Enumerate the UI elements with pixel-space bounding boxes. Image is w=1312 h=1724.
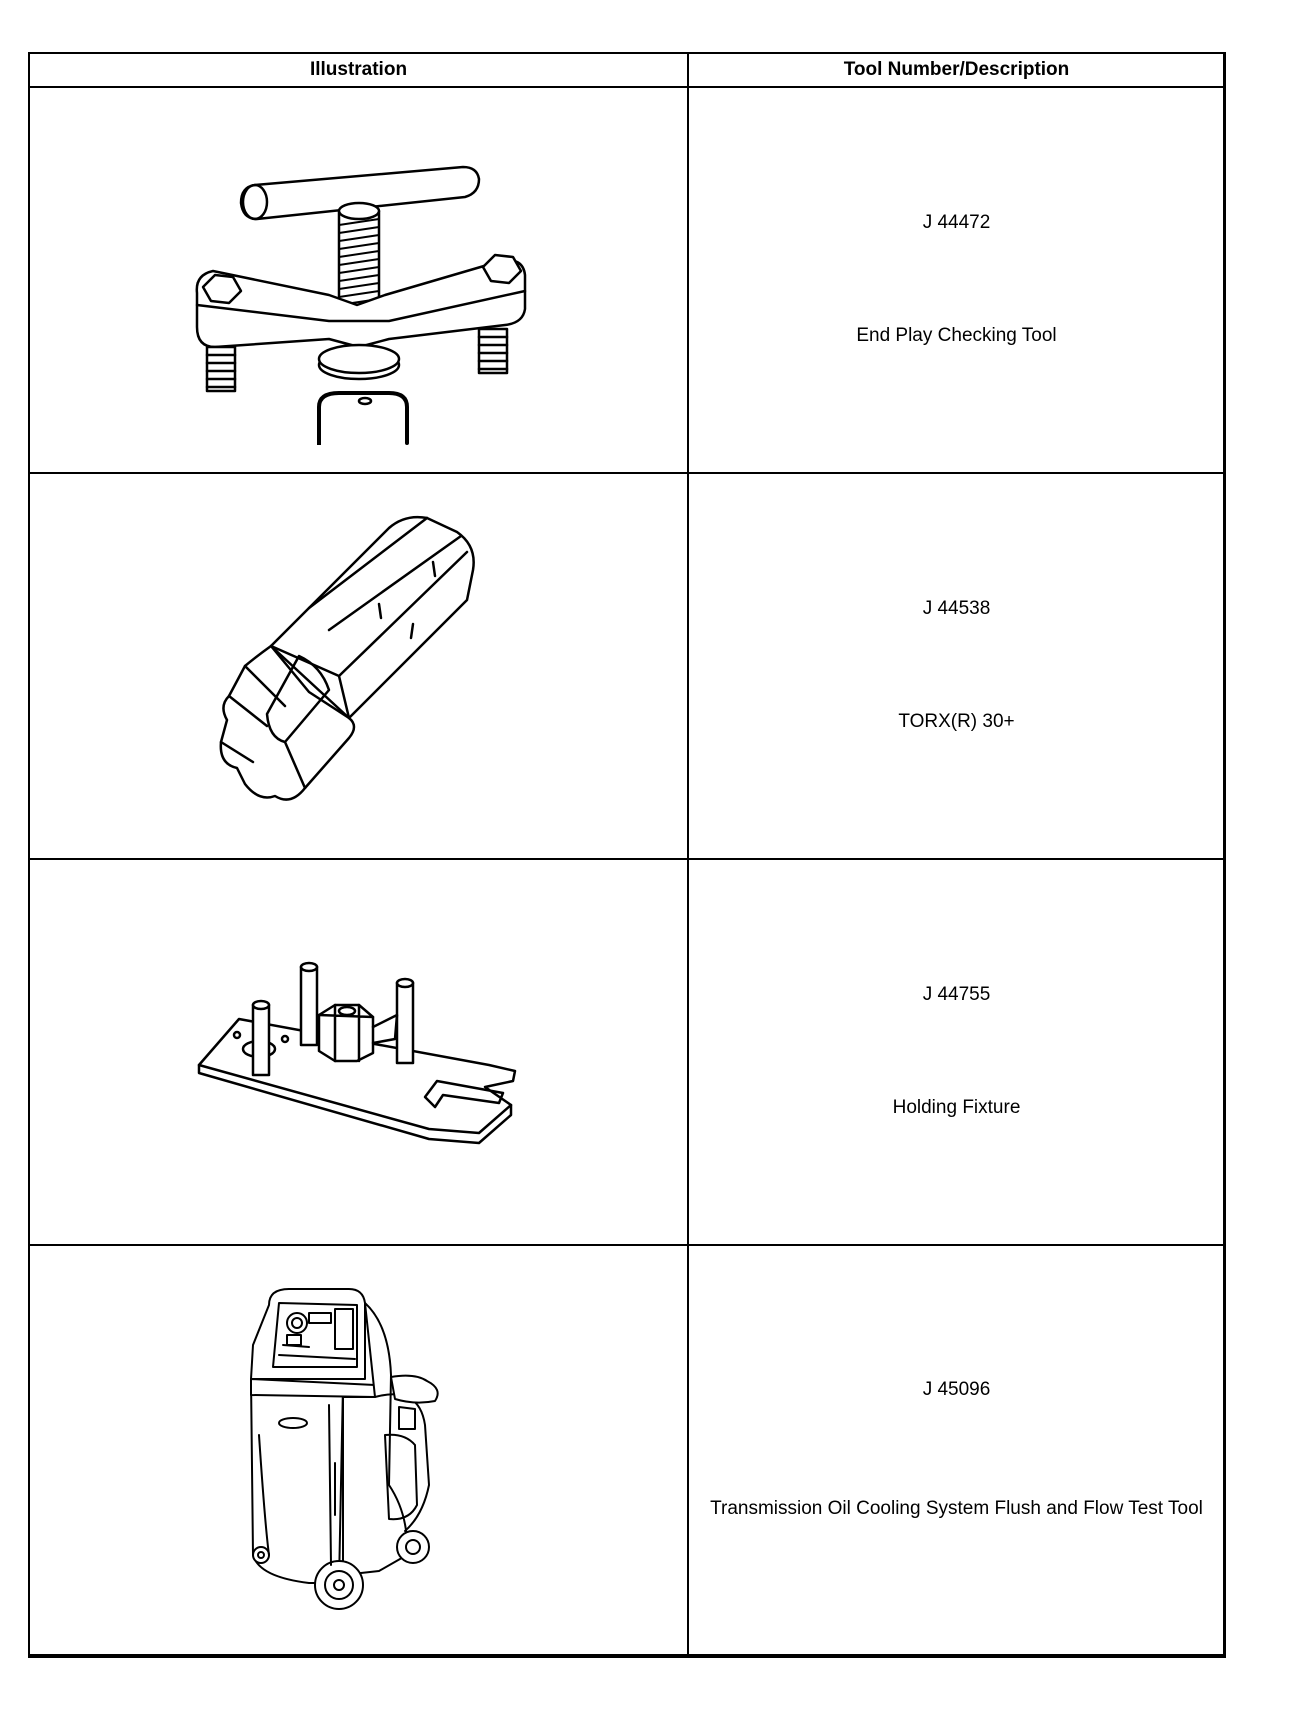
tool-description: Holding Fixture	[892, 1097, 1021, 1118]
illustration-cell	[29, 1245, 688, 1655]
header-illustration: Illustration	[29, 53, 688, 87]
table-row	[29, 87, 1225, 473]
table-row	[29, 859, 1225, 1245]
tool-number: J 44472	[922, 212, 991, 233]
torx-bit-drawing	[199, 506, 519, 826]
tool-number: J 45096	[922, 1379, 991, 1400]
tool-number: J 44538	[922, 598, 991, 619]
table-border-bottom	[28, 1655, 1226, 1658]
tool-number: J 44755	[922, 984, 991, 1005]
illustration-cell	[29, 87, 688, 473]
header-tool-number-description: Tool Number/Description	[688, 53, 1225, 87]
table-header-row	[29, 53, 1225, 87]
table-row	[29, 1245, 1225, 1655]
special-tools-table	[28, 52, 1226, 1656]
description-cell	[688, 1245, 1225, 1655]
tool-description: TORX(R) 30+	[898, 711, 1015, 732]
description-cell	[688, 859, 1225, 1245]
illustration-cell	[29, 859, 688, 1245]
table-row	[29, 473, 1225, 859]
holding-fixture-drawing	[189, 947, 529, 1157]
description-cell	[688, 87, 1225, 473]
description-cell	[688, 473, 1225, 859]
table-border-right	[1223, 52, 1226, 1658]
illustration-cell	[29, 473, 688, 859]
tool-description: End Play Checking Tool	[856, 325, 1057, 346]
flush-flow-test-cart-drawing	[239, 1285, 479, 1615]
end-play-checking-tool-drawing	[179, 115, 539, 445]
tool-description: Transmission Oil Cooling System Flush and Flow Test Tool	[710, 1498, 1203, 1519]
